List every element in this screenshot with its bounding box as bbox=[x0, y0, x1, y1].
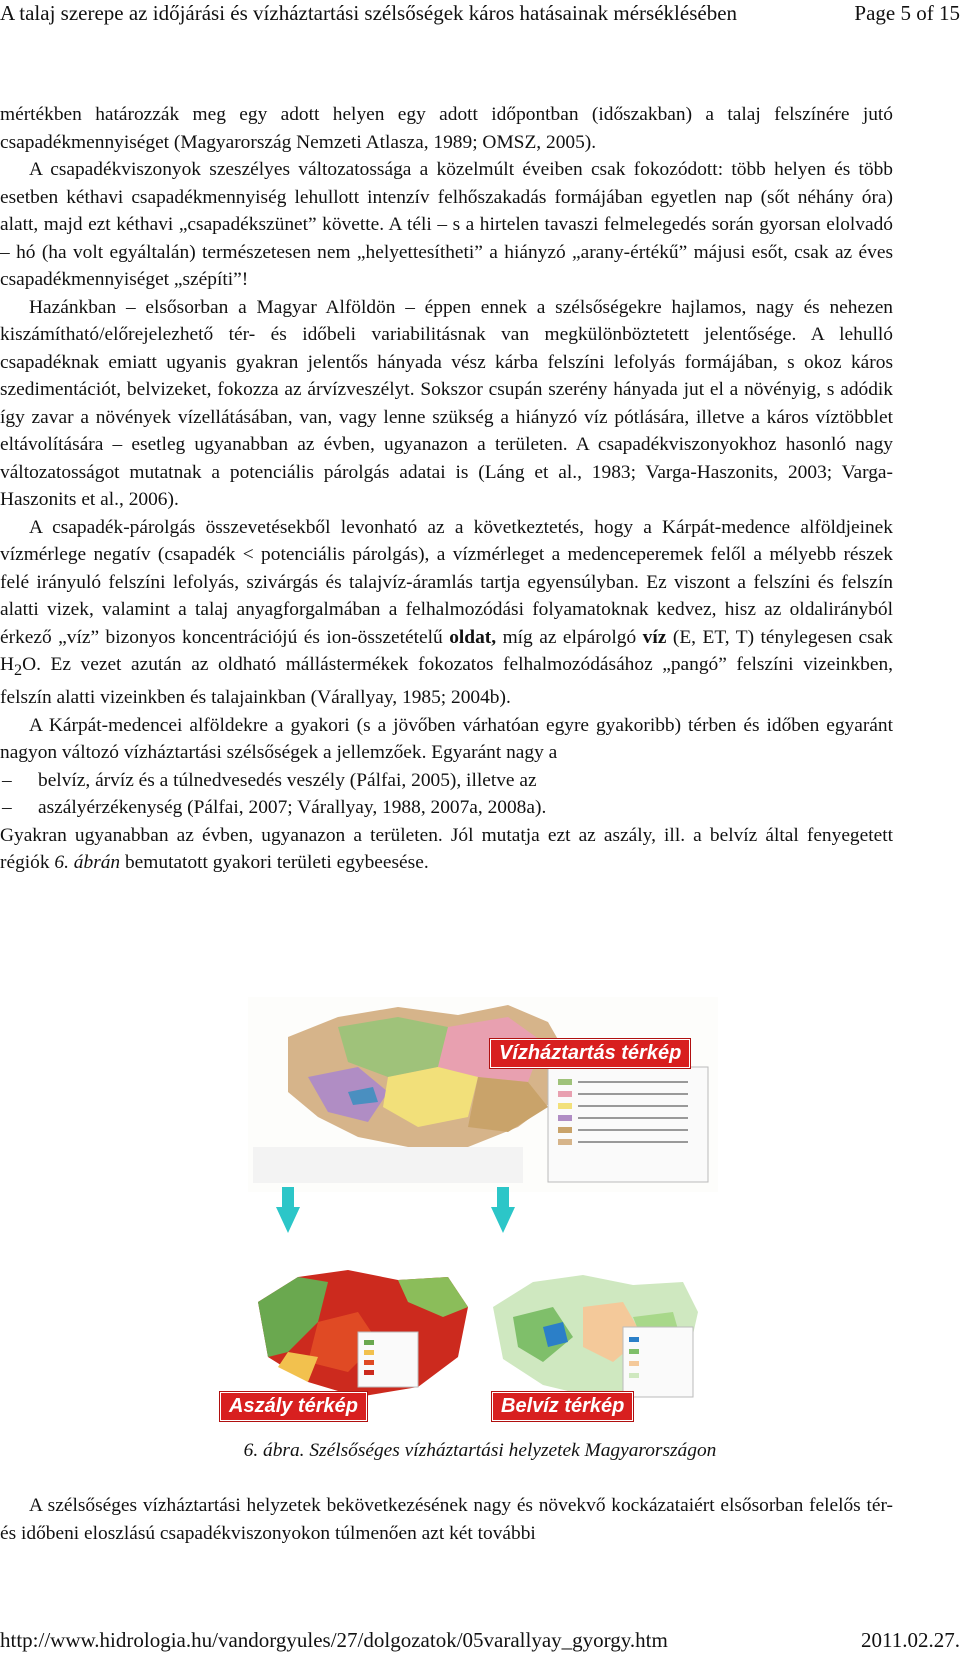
paragraph: A csapadékviszonyok szeszélyes változatossága a közelmúlt éveiben csak fokozódott: több helyen és több esetben kéthavi csapadékmennyiség lehullott intenzív felhőszakadás formájában egyetlen nap (sőt néhány óra) alatt, majd ezt kéthavi „csapadékszünet” követte. A téli – s a hirtelen tavaszi felmelegedés során gyorsan elolvadó – hó (ha volt egyáltalán) természetesen nem „helyettesítheti” a hiányzó „arany-értékű” májusi esőt, csak az éves csapadékmennyiséget „szépíti”! bbox=[0, 159, 893, 290]
arrow-down-icon bbox=[276, 1207, 300, 1233]
list-item-text: belvíz, árvíz és a túlnedvesedés veszély (Pálfai, 2005), illetve az bbox=[38, 769, 537, 791]
page-number: Page 5 of 15 bbox=[854, 1, 960, 25]
text-run: míg az elpárolgó bbox=[502, 626, 637, 648]
figure-6 bbox=[229, 997, 748, 1434]
source-url: http://www.hidrologia.hu/vandorgyules/27/dolgozatok/05varallyay_gyorgy.htm bbox=[0, 1628, 668, 1652]
drought-map-label: Aszály térkép bbox=[220, 1392, 367, 1421]
list-item-text: aszályérzékenység (Pálfai, 2007; Várallyay, 1988, 2007a, 2008a). bbox=[38, 797, 547, 819]
bold-text: oldat, bbox=[449, 626, 497, 648]
text-run: bemutatott gyakori területi egybeesése. bbox=[124, 852, 429, 874]
bullet-dash: – bbox=[2, 797, 12, 819]
list-item bbox=[0, 767, 893, 795]
document-title: A talaj szerepe az időjárási és vízháztartási szélsőségek káros hatásainak mérséklésében bbox=[0, 1, 738, 25]
figure-reference: 6. ábrán bbox=[54, 852, 121, 874]
water-balance-map-label: Vízháztartás térkép bbox=[490, 1039, 690, 1068]
text-run: A csapadék-párolgás összevetésekből levonható az a következtetés, hogy a Kárpát-medence alföldjeinek vízmérlege negatív (csapadék < potenciális párolgás), a vízmérleget a medenceperemek felől a mélyebb részek felé irányuló felszíni lefolyás, szivárgás és talajvíz-áramlás tartja egyensúlyban. Ez viszont a felszíni és felszín alatti vizek, valamint a talaj anyagforgalmában a felhalmozódási folyamatoknak kedvez, hisz az oldalirányból érkező „víz” bizonyos koncentrációjú és ion-összetételű bbox=[0, 516, 893, 648]
paragraph: A Kárpát-medencei alföldekre a gyakori (s a jövőben várhatóan egyre gyakoribb) térben és időben egyaránt nagyon változó vízháztartási szélsőségek a jellemzőek. Egyaránt nagy a bbox=[0, 714, 893, 764]
text-run: Gyakran ugyanabban az évben, ugyanazon a területen. Jól mutatja ezt az aszály, ill. a belvíz által fenyegetett régiók bbox=[0, 824, 893, 874]
paragraph bbox=[0, 514, 893, 712]
text-run: (E, ET, T) ténylegesen csak H bbox=[0, 626, 894, 675]
bullet-dash: – bbox=[2, 769, 12, 791]
arrow-down-icon bbox=[491, 1207, 515, 1233]
paragraph bbox=[0, 822, 893, 877]
paragraph: mértékben határozzák meg egy adott helyen egy adott időpontban (időszakban) a talaj felszínére jutó csapadékmennyiséget (Magyarország Nemzeti Atlasza, 1989; OMSZ, 2005). bbox=[0, 104, 893, 153]
text-run: A szélsőséges vízháztartási helyzetek bekövetkezésének nagy és növekvő kockázataiért elsősorban felelős tér- és időbeni eloszlású csapadékviszonyokon túlmenően azt két további bbox=[0, 1495, 893, 1544]
paragraph: Hazánkban – elsősorban a Magyar Alföldön – éppen ennek a szélsőségekre hajlamos, nagy és nehezen kiszámítható/előrejelezhető tér- és időbeli variabilitásnak van megkülönböztetett jelentősége. A lehulló csapadéknak emiatt ugyanis gyakran jelentős hányada vész kárba felszíni lefolyás formájában, s okoz káros szedimentációt, belvizeket, fokozza az árvízveszélyt. Sokszor csupán szerény hányada jut el a növényig, s adódik így zavar a növények vízellátásában, van, vagy lenne szükség a hiányzó víz pótlására, illetve a káros víztöbblet eltávolítására – esetleg ugyanabban az évben, ugyanazon a területen. A csapadékviszonyokhoz hasonló nagy változatosságot mutatnak a potenciális párolgás adatai is (Láng et al., 1983; Varga-Haszonits, 2003; Varga-Haszonits et al., 2006). bbox=[0, 296, 893, 510]
print-date: 2011.02.27. bbox=[861, 1628, 960, 1652]
list-item bbox=[0, 794, 893, 822]
body-text bbox=[0, 101, 893, 877]
inland-excess-water-map-label: Belvíz térkép bbox=[492, 1392, 633, 1421]
text-run: O. Ez vezet azután az oldható mállástermékek fokozatos felhalmozódásához „pangó” felszíni vizeinkben, felszín alatti vizeinkben és talajainkban (Várallyay, 1985; 2004b). bbox=[0, 654, 893, 709]
bold-text: víz bbox=[642, 626, 667, 648]
subscript: 2 bbox=[14, 661, 23, 679]
figure-caption: 6. ábra. Szélsőséges vízháztartási helyzetek Magyarországon bbox=[243, 1440, 717, 1461]
paragraph bbox=[0, 1492, 893, 1547]
water-balance-map bbox=[248, 997, 718, 1192]
